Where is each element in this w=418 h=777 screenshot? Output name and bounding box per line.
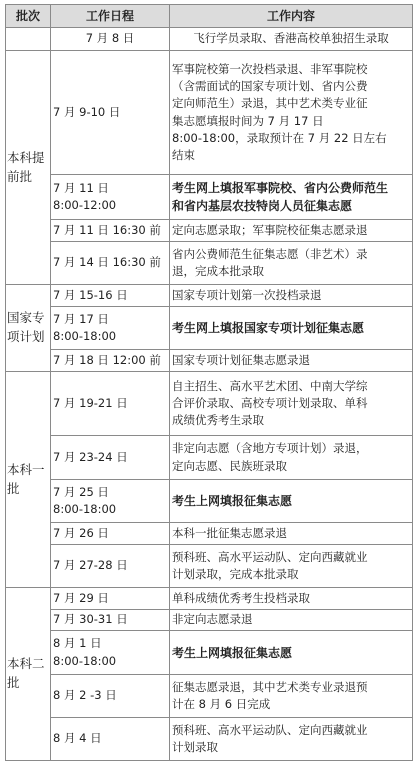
content-cell [170,28,413,51]
time-line: 8:00-12:00 [53,198,117,212]
date-line: 8 月 4 日 [53,731,102,746]
date-cell [51,220,170,242]
table-row [6,675,413,718]
content-cell [170,220,413,242]
content-line: 考生网上填报国家专项计划征集志愿 [172,321,365,335]
date-line: 7 月 17 日 [53,311,109,326]
content-cell [170,175,413,220]
content-cell [170,631,413,675]
table-row [6,242,413,285]
content-line: 计在 8 月 6 日完成 [172,697,271,711]
content-cell [170,675,413,718]
table-row [6,372,413,436]
content-line: 本科一批征集志愿录退 [172,525,287,540]
date-line: 7 月 27-28 日 [53,558,128,573]
content-cell [170,545,413,588]
date-cell [51,51,170,175]
content-line: 军事院校第一次投档录退、非军事院校 [172,61,368,76]
date-cell [51,350,170,372]
table-row [6,718,413,761]
content-line: 合评价录取、高校专项计划录取、单科 [172,395,368,410]
content-line: 考生上网填报征集志愿 [172,645,293,660]
header-batch: 批次 [6,5,51,28]
content-line: 定向志愿、民族班录取 [172,458,287,473]
date-line: 8 月 1 日 [53,636,102,651]
batch-cell-empty [6,28,51,51]
date-cell [51,675,170,718]
content-line: 成绩优秀考生录取 [172,413,264,428]
content-line: 考生上网填报征集志愿 [172,494,293,508]
content-cell [170,588,413,610]
date-line: 7 月 14 日 16:30 前 [53,255,161,270]
time-line: 8:00-18:00 [53,329,117,343]
content-line: 考生网上填报军事院校、省内公费师范生 [172,181,389,195]
date-cell [51,307,170,350]
date-line: 7 月 8 日 [85,31,135,46]
header-row [6,5,413,28]
table-row [6,545,413,588]
date-cell [51,718,170,761]
date-line: 7 月 15-16 日 [53,287,128,302]
date-line: 8 月 2 -3 日 [53,688,117,703]
content-cell [170,480,413,523]
date-line: 7 月 9-10 日 [53,104,121,119]
table-row [6,523,413,545]
date-cell [51,588,170,610]
content-line: 结束 [172,148,195,162]
date-line: 7 月 30-31 日 [53,612,128,627]
content-line: 定向师范生）录退，其中艺术类专业征 [172,96,368,111]
date-cell [51,175,170,220]
content-cell [170,610,413,631]
content-line: 集志愿填报时间为 7 月 17 日 [172,113,324,128]
date-line: 7 月 25 日 [53,484,109,499]
table-row [6,631,413,675]
date-cell [51,242,170,285]
date-cell [51,610,170,631]
content-line: 非定向志愿（含地方专项计划）录退， [172,441,368,456]
content-line: 计划录取，完成本批录取 [172,567,299,581]
content-line: 8:00-18:00，录取预计在 7 月 22 日左右 [172,130,387,145]
batch-cell: 本科提前批 [6,51,51,285]
table-row [6,436,413,480]
content-cell [170,242,413,285]
content-line: （含需面试的国家专项计划、省内公费 [172,79,368,93]
content-line: 预科班、高水平运动队、定向西藏就业 [172,549,368,564]
content-line: 非定向志愿录退 [172,612,253,627]
table-row [6,285,413,307]
date-line: 7 月 23-24 日 [53,449,128,464]
date-line: 7 月 11 日 16:30 前 [53,222,161,237]
content-line: 国家专项计划第一次投档录退 [172,287,322,302]
content-line: 和省内基层农技特岗人员征集志愿 [172,199,353,213]
date-line: 7 月 29 日 [53,590,109,605]
header-schedule: 工作日程 [51,5,170,28]
date-line: 7 月 18 日 12:00 前 [53,352,161,367]
content-line: 征集志愿录退，其中艺术类专业录退预 [172,679,368,694]
table-row [6,350,413,372]
content-line: 计划录取 [172,740,218,754]
batch-cell: 国家专项计划 [6,285,51,372]
date-cell [51,545,170,588]
content-line: 退，完成本批录取 [172,264,264,278]
table-row [6,610,413,631]
time-line: 8:00-18:00 [53,653,117,668]
header-content: 工作内容 [170,5,413,28]
date-cell [51,372,170,436]
content-cell [170,523,413,545]
batch-cell: 本科二批 [6,588,51,761]
content-cell [170,718,413,761]
content-cell [170,436,413,480]
date-cell [51,285,170,307]
date-cell [51,28,170,51]
content-line: 预科班、高水平运动队、定向西藏就业 [172,722,368,737]
admission-schedule-table [5,4,413,761]
table-row [6,51,413,175]
content-line: 飞行学员录取、香港高校单独招生录取 [193,31,389,46]
content-cell [170,372,413,436]
date-cell [51,436,170,480]
content-cell [170,350,413,372]
table-row [6,175,413,220]
date-line: 7 月 11 日 [53,180,109,195]
content-line: 自主招生、高水平艺术团、中南大学综 [172,378,368,393]
date-line: 7 月 26 日 [53,525,109,540]
date-cell [51,523,170,545]
content-line: 定向志愿录取；军事院校征集志愿录退 [172,222,368,237]
date-line: 7 月 19-21 日 [53,395,128,410]
time-line: 8:00-18:00 [53,502,117,516]
table-row [6,480,413,523]
content-line: 国家专项计划征集志愿录退 [172,352,310,367]
content-cell [170,307,413,350]
date-cell [51,631,170,675]
table-row [6,220,413,242]
batch-cell: 本科一批 [6,372,51,588]
content-line: 省内公费师范生征集志愿（非艺术）录 [172,246,368,261]
date-cell [51,480,170,523]
table-row [6,28,413,51]
table-row [6,307,413,350]
table-row [6,588,413,610]
content-line: 单科成绩优秀考生投档录取 [172,590,310,605]
content-cell [170,51,413,175]
content-cell [170,285,413,307]
